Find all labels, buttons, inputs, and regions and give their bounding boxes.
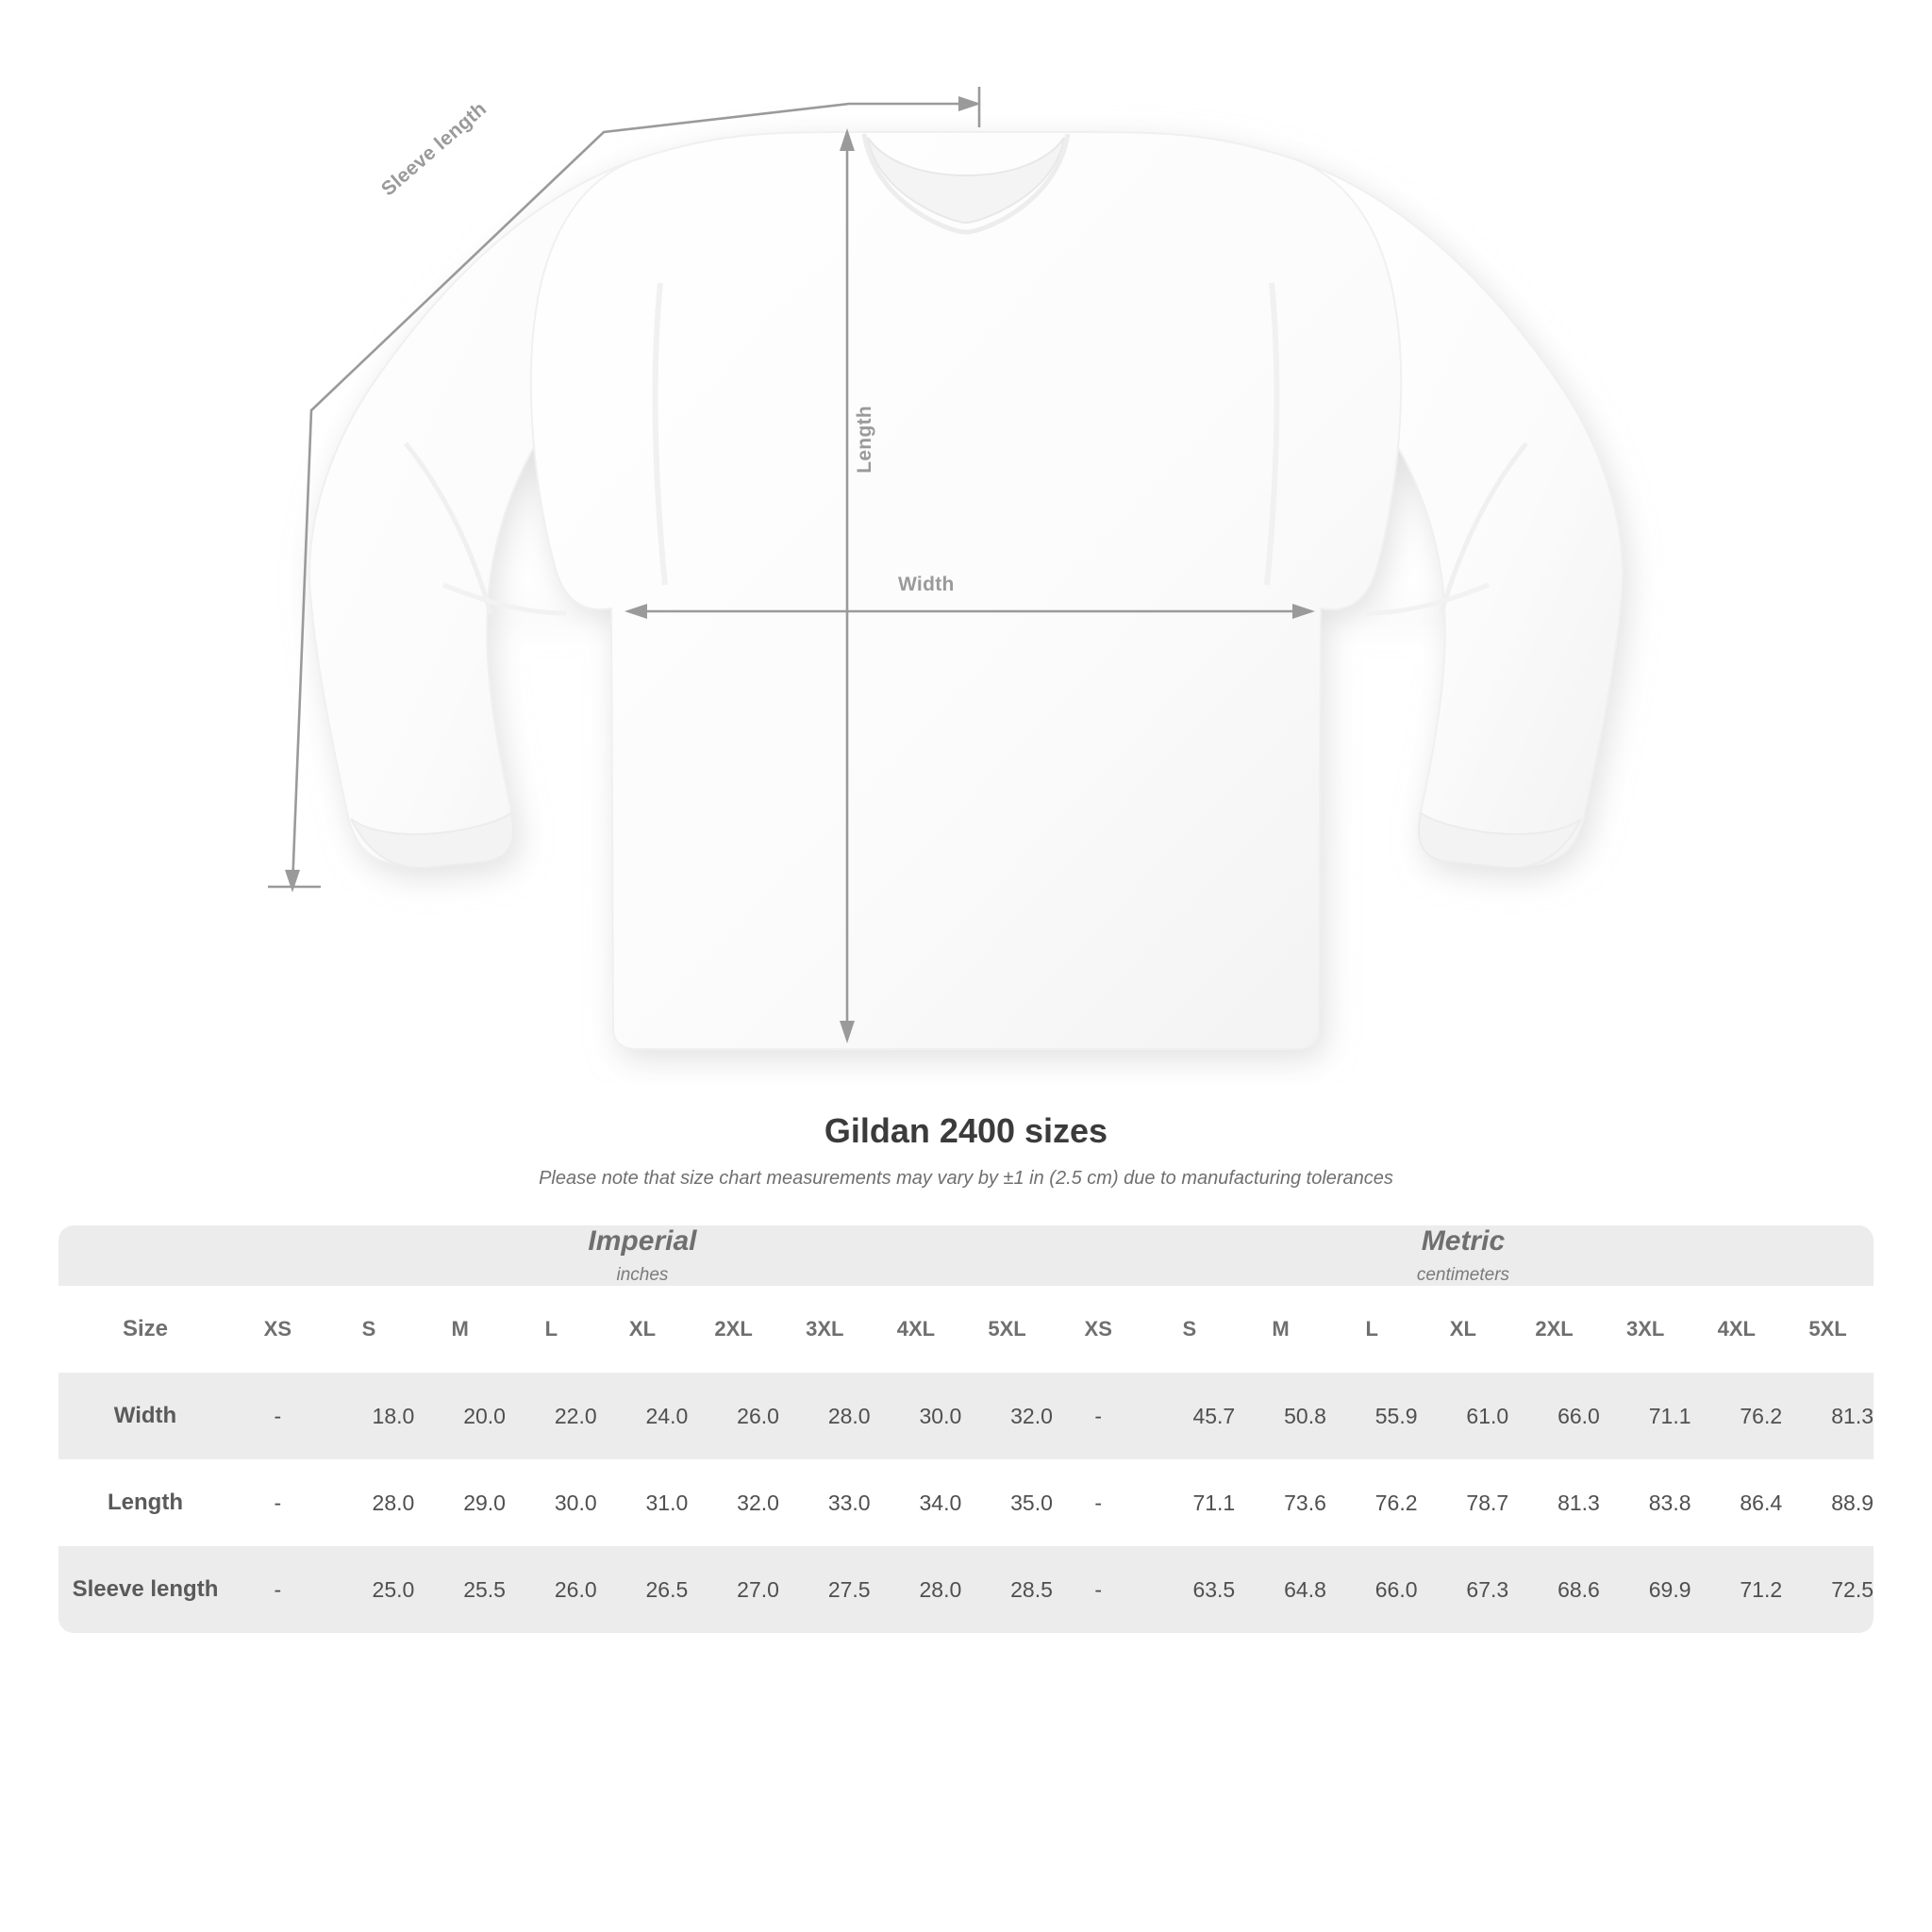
size-col-imperial-l: L xyxy=(506,1286,597,1373)
cell-length-imperial-4xl: 34.0 xyxy=(871,1459,962,1546)
cell-width-metric-5xl: 81.3 xyxy=(1782,1373,1874,1459)
length-dimension-label: Length xyxy=(854,406,875,474)
cell-length-imperial-5xl: 35.0 xyxy=(961,1459,1053,1546)
cell-sleeve-metric-3xl: 69.9 xyxy=(1600,1546,1691,1633)
cell-length-imperial-3xl: 33.0 xyxy=(779,1459,871,1546)
cell-width-imperial-xl: 24.0 xyxy=(597,1373,689,1459)
cell-length-imperial-xl: 31.0 xyxy=(597,1459,689,1546)
size-col-metric-xl: XL xyxy=(1418,1286,1509,1373)
row-label-length: Length xyxy=(58,1459,232,1546)
size-col-imperial-4xl: 4XL xyxy=(871,1286,962,1373)
cell-sleeve-imperial-l: 26.0 xyxy=(506,1546,597,1633)
cell-sleeve-imperial-m: 25.5 xyxy=(414,1546,506,1633)
unit-group-metric xyxy=(1053,1225,1874,1286)
cell-sleeve-metric-m: 64.8 xyxy=(1235,1546,1326,1633)
size-table xyxy=(58,1225,1874,1633)
cell-length-metric-5xl: 88.9 xyxy=(1782,1459,1874,1546)
unit-header-spacer xyxy=(58,1225,232,1286)
row-label-sleeve-length: Sleeve length xyxy=(58,1546,232,1633)
size-col-metric-xs: XS xyxy=(1053,1286,1144,1373)
cell-sleeve-metric-l: 66.0 xyxy=(1326,1546,1418,1633)
cell-length-metric-4xl: 86.4 xyxy=(1691,1459,1783,1546)
cell-length-metric-m: 73.6 xyxy=(1235,1459,1326,1546)
unit-header-row xyxy=(58,1225,1874,1286)
size-col-imperial-5xl: 5XL xyxy=(961,1286,1053,1373)
cell-sleeve-imperial-s: 25.0 xyxy=(324,1546,415,1633)
cell-sleeve-imperial-3xl: 27.5 xyxy=(779,1546,871,1633)
cell-width-metric-m: 50.8 xyxy=(1235,1373,1326,1459)
size-col-metric-4xl: 4XL xyxy=(1691,1286,1783,1373)
cell-sleeve-metric-5xl: 72.5 xyxy=(1782,1546,1874,1633)
cell-width-imperial-2xl: 26.0 xyxy=(688,1373,779,1459)
size-col-imperial-m: M xyxy=(414,1286,506,1373)
size-col-imperial-xl: XL xyxy=(597,1286,689,1373)
cell-length-imperial-l: 30.0 xyxy=(506,1459,597,1546)
width-dimension-label: Width xyxy=(898,574,955,595)
cell-width-metric-4xl: 76.2 xyxy=(1691,1373,1783,1459)
size-header-cell: Size xyxy=(58,1286,232,1373)
cell-sleeve-imperial-xs: - xyxy=(232,1546,324,1633)
cell-length-metric-2xl: 81.3 xyxy=(1508,1459,1600,1546)
unit-group-metric-sub: centimeters xyxy=(1416,1265,1510,1285)
size-col-imperial-xs: XS xyxy=(232,1286,324,1373)
size-header-row xyxy=(58,1286,1874,1373)
cell-length-imperial-2xl: 32.0 xyxy=(688,1459,779,1546)
cell-sleeve-imperial-5xl: 28.5 xyxy=(961,1546,1053,1633)
cell-width-metric-3xl: 71.1 xyxy=(1600,1373,1691,1459)
title-block xyxy=(0,1111,1932,1190)
cell-sleeve-metric-2xl: 68.6 xyxy=(1508,1546,1600,1633)
unit-group-imperial xyxy=(232,1225,1053,1286)
cell-width-imperial-xs: - xyxy=(232,1373,324,1459)
cell-width-metric-l: 55.9 xyxy=(1326,1373,1418,1459)
cell-width-metric-xl: 61.0 xyxy=(1418,1373,1509,1459)
sleeve-length-dimension-label: Sleeve length xyxy=(377,97,491,201)
page-subtitle: Please note that size chart measurements may vary by ±1 in (2.5 cm) due to manufacturing tolerances xyxy=(539,1168,1393,1189)
table-row-sleeve-length xyxy=(58,1546,1874,1633)
cell-length-imperial-s: 28.0 xyxy=(324,1459,415,1546)
row-label-width: Width xyxy=(58,1373,232,1459)
size-col-imperial-2xl: 2XL xyxy=(688,1286,779,1373)
cell-length-metric-s: 71.1 xyxy=(1144,1459,1236,1546)
cell-sleeve-imperial-4xl: 28.0 xyxy=(871,1546,962,1633)
cell-width-imperial-5xl: 32.0 xyxy=(961,1373,1053,1459)
cell-length-imperial-m: 29.0 xyxy=(414,1459,506,1546)
cell-length-metric-l: 76.2 xyxy=(1326,1459,1418,1546)
size-col-imperial-s: S xyxy=(324,1286,415,1373)
size-col-metric-5xl: 5XL xyxy=(1782,1286,1874,1373)
cell-sleeve-metric-xs: - xyxy=(1053,1546,1144,1633)
table-row-length xyxy=(58,1459,1874,1546)
cell-width-imperial-4xl: 30.0 xyxy=(871,1373,962,1459)
cell-length-metric-3xl: 83.8 xyxy=(1600,1459,1691,1546)
size-table-wrapper xyxy=(58,1225,1874,1633)
cell-sleeve-metric-s: 63.5 xyxy=(1144,1546,1236,1633)
cell-width-imperial-m: 20.0 xyxy=(414,1373,506,1459)
size-col-metric-m: M xyxy=(1235,1286,1326,1373)
cell-length-imperial-xs: - xyxy=(232,1459,324,1546)
page-title: Gildan 2400 sizes xyxy=(824,1111,1108,1150)
cell-sleeve-imperial-2xl: 27.0 xyxy=(688,1546,779,1633)
cell-sleeve-imperial-xl: 26.5 xyxy=(597,1546,689,1633)
cell-length-metric-xl: 78.7 xyxy=(1418,1459,1509,1546)
size-col-metric-s: S xyxy=(1144,1286,1236,1373)
size-col-imperial-3xl: 3XL xyxy=(779,1286,871,1373)
table-row-width xyxy=(58,1373,1874,1459)
cell-width-metric-xs: - xyxy=(1053,1373,1144,1459)
size-col-metric-l: L xyxy=(1326,1286,1418,1373)
cell-width-imperial-s: 18.0 xyxy=(324,1373,415,1459)
unit-group-imperial-name: Imperial xyxy=(588,1225,697,1257)
size-col-metric-2xl: 2XL xyxy=(1508,1286,1600,1373)
unit-group-imperial-sub: inches xyxy=(616,1265,669,1285)
size-col-metric-3xl: 3XL xyxy=(1600,1286,1691,1373)
cell-sleeve-metric-xl: 67.3 xyxy=(1418,1546,1509,1633)
cell-width-metric-s: 45.7 xyxy=(1144,1373,1236,1459)
cell-sleeve-metric-4xl: 71.2 xyxy=(1691,1546,1783,1633)
cell-length-metric-xs: - xyxy=(1053,1459,1144,1546)
cell-width-imperial-l: 22.0 xyxy=(506,1373,597,1459)
unit-group-metric-name: Metric xyxy=(1421,1225,1506,1257)
cell-width-imperial-3xl: 28.0 xyxy=(779,1373,871,1459)
cell-width-metric-2xl: 66.0 xyxy=(1508,1373,1600,1459)
